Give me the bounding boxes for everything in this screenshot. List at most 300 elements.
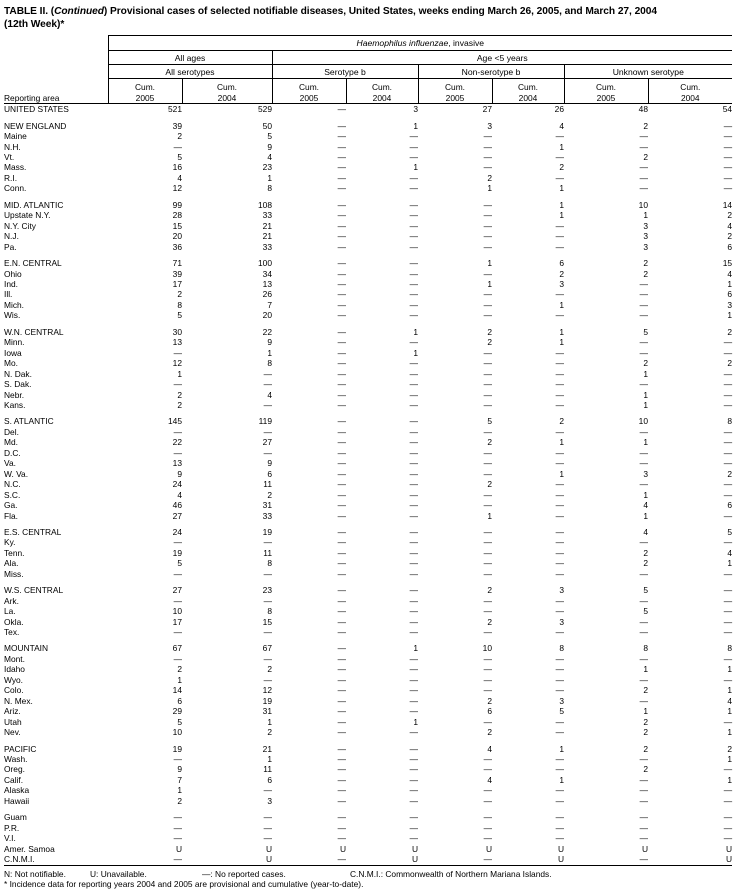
row-value-cell: —: [409, 674, 418, 685]
table-row: [4, 500, 732, 510]
row-value-cell: —: [483, 310, 492, 321]
row-value-cell: —: [409, 754, 418, 765]
row-value-cell: 1: [177, 785, 182, 796]
row-value-cell: —: [723, 479, 733, 490]
row-value-cell: 529: [258, 104, 272, 115]
row-value-cell: —: [639, 785, 648, 796]
table-row: [4, 131, 732, 141]
row-value-cell: —: [483, 568, 492, 579]
row-value-cell: —: [723, 172, 733, 183]
row-area-label: Vt.: [4, 152, 15, 162]
row-value-cell: —: [723, 812, 733, 823]
row-value-cell: —: [723, 183, 733, 194]
row-value-cell: 2: [643, 685, 648, 696]
row-value-cell: —: [337, 131, 346, 142]
row-value-cell: 4: [267, 152, 272, 162]
table-row: [4, 231, 732, 241]
row-value-cell: —: [483, 347, 492, 358]
row-value-cell: 2: [643, 558, 648, 569]
row-area-label: Del.: [4, 426, 19, 437]
row-value-cell: —: [483, 606, 492, 617]
row-value-cell: 2: [487, 695, 492, 706]
table-row: [4, 537, 732, 547]
table-row: [4, 754, 732, 764]
row-value-cell: 17: [172, 616, 182, 627]
row-value-cell: —: [555, 426, 564, 437]
header-unknown-serotype: Unknown serotype: [564, 65, 732, 79]
row-value-cell: —: [337, 437, 346, 448]
row-value-cell: 10: [172, 727, 182, 738]
row-area-label: Tenn.: [4, 547, 25, 558]
row-value-cell: 1: [267, 754, 272, 765]
row-value-cell: —: [337, 727, 346, 738]
table-row: [4, 717, 732, 727]
row-value-cell: 8: [643, 643, 648, 654]
row-value-cell: 2: [643, 547, 648, 558]
row-value-cell: 119: [258, 416, 272, 427]
row-value-cell: 1: [727, 558, 733, 569]
row-area-label: P.R.: [4, 822, 20, 833]
row-area-label: E.S. CENTRAL: [4, 526, 62, 537]
cum-year: 2005: [135, 92, 155, 103]
row-value-cell: 33: [262, 210, 272, 221]
row-value-cell: —: [723, 131, 733, 142]
table-row: [4, 289, 732, 299]
row-area-label: S. ATLANTIC: [4, 416, 54, 427]
row-value-cell: —: [409, 479, 418, 490]
row-value-cell: —: [483, 716, 492, 727]
row-value-cell: U: [411, 843, 418, 854]
row-value-cell: —: [555, 674, 564, 685]
row-value-cell: —: [483, 489, 492, 500]
row-value-cell: —: [409, 595, 418, 606]
row-value-cell: —: [263, 785, 272, 796]
row-value-cell: —: [263, 379, 272, 390]
row-value-cell: —: [173, 812, 182, 823]
row-area-label: Miss.: [4, 568, 24, 579]
row-value-cell: —: [555, 664, 564, 675]
row-value-cell: —: [483, 426, 492, 437]
table-row: [4, 585, 732, 595]
row-value-cell: 4: [643, 526, 648, 537]
row-value-cell: —: [337, 368, 346, 379]
row-value-cell: U: [346, 854, 418, 865]
row-value-cell: —: [483, 674, 492, 685]
row-value-cell: —: [555, 785, 564, 796]
row-value-cell: 11: [263, 479, 272, 490]
row-value-cell: —: [555, 558, 564, 569]
row-value-cell: 39: [172, 120, 182, 131]
row-area-label: Va.: [4, 458, 16, 469]
row-value-cell: 5: [559, 706, 564, 717]
row-value-cell: —: [483, 131, 492, 142]
row-value-cell: 39: [172, 268, 182, 279]
row-value-cell: 26: [554, 104, 564, 115]
row-value-cell: —: [483, 595, 492, 606]
row-value-cell: —: [723, 120, 733, 131]
header-cum-unknown-2005: [564, 79, 648, 104]
row-value-cell: —: [409, 131, 418, 142]
row-value-cell: 2: [727, 358, 733, 369]
row-value-cell: 21: [262, 743, 272, 754]
row-value-cell: 1: [413, 326, 418, 337]
row-value-cell: 11: [263, 764, 272, 775]
row-area-label: Minn.: [4, 337, 25, 348]
cum-year: 2005: [596, 92, 616, 103]
row-value-cell: 1: [643, 210, 648, 221]
row-value-cell: —: [483, 152, 492, 162]
cum-label: Cum.: [517, 82, 538, 93]
table-row: [4, 675, 732, 685]
header-cum-nonserob-2005: [418, 79, 492, 104]
row-value-cell: —: [639, 595, 648, 606]
header-row-cum: [4, 79, 732, 104]
row-area-label: MOUNTAIN: [4, 643, 49, 654]
row-value-cell: 3: [487, 120, 492, 131]
row-value-cell: —: [483, 379, 492, 390]
table-row: [4, 569, 732, 579]
row-value-cell: —: [409, 743, 418, 754]
row-value-cell: —: [337, 479, 346, 490]
row-value-cell: —: [483, 220, 492, 231]
cum-year: 2005: [299, 92, 319, 103]
row-value-cell: 3: [559, 695, 564, 706]
row-value-cell: —: [723, 389, 733, 400]
row-value-cell: 3: [413, 104, 418, 115]
row-value-cell: 521: [168, 104, 182, 115]
row-value-cell: —: [337, 833, 346, 844]
row-value-cell: —: [337, 278, 346, 289]
row-value-cell: 8: [177, 299, 182, 310]
row-value-cell: —: [483, 785, 492, 796]
row-value-cell: 1: [559, 199, 564, 210]
table-row: [4, 764, 732, 774]
row-value-cell: 67: [262, 643, 272, 654]
row-value-cell: —: [555, 568, 564, 579]
table-row: [4, 416, 732, 426]
row-value-cell: —: [173, 568, 182, 579]
row-value-cell: —: [337, 231, 346, 242]
row-value-cell: —: [639, 141, 648, 152]
row-value-cell: U: [726, 843, 733, 854]
row-value-cell: 1: [643, 389, 648, 400]
header-disease-italic: Haemophilus influenzae: [356, 38, 449, 49]
row-value-cell: —: [483, 664, 492, 675]
cum-label: Cum.: [371, 82, 392, 93]
table-row: [4, 833, 732, 843]
row-value-cell: 1: [643, 489, 648, 500]
row-value-cell: —: [337, 526, 346, 537]
footnotes: [4, 869, 732, 890]
row-value-cell: 10: [638, 416, 648, 427]
row-value-cell: —: [173, 833, 182, 844]
row-value-cell: 2: [727, 326, 733, 337]
row-value-cell: U: [557, 843, 564, 854]
row-value-cell: —: [337, 558, 346, 569]
row-value-cell: —: [639, 754, 648, 765]
row-value-cell: 22: [172, 437, 182, 448]
table-row: [4, 812, 732, 822]
row-value-cell: —: [555, 795, 564, 806]
row-area-label: La.: [4, 606, 16, 617]
row-value-cell: U: [648, 854, 732, 865]
row-value-cell: —: [639, 537, 648, 548]
row-value-cell: —: [555, 241, 564, 252]
row-value-cell: 1: [727, 706, 733, 717]
row-area-label: Idaho: [4, 664, 25, 675]
row-value-cell: —: [723, 716, 733, 727]
table-row: [4, 548, 732, 558]
row-value-cell: —: [555, 500, 564, 511]
row-value-cell: 27: [172, 510, 182, 521]
table-row: [4, 785, 732, 795]
row-value-cell: 2: [643, 727, 648, 738]
row-value-cell: —: [409, 685, 418, 696]
row-area-label: Nebr.: [4, 389, 25, 400]
row-area-label: Fla.: [4, 510, 18, 521]
row-value-cell: —: [483, 764, 492, 775]
row-value-cell: 33: [262, 510, 272, 521]
row-value-cell: 1: [727, 685, 733, 696]
row-value-cell: 1: [267, 172, 272, 183]
row-value-cell: —: [409, 258, 418, 269]
row-area-label: S.C.: [4, 489, 21, 500]
row-value-cell: 1: [643, 664, 648, 675]
row-value-cell: 1: [727, 278, 733, 289]
table-row: [4, 448, 732, 458]
row-value-cell: —: [337, 547, 346, 558]
row-value-cell: 1: [177, 674, 182, 685]
row-value-cell: —: [409, 368, 418, 379]
row-value-cell: —: [555, 389, 564, 400]
row-value-cell: —: [555, 727, 564, 738]
row-value-cell: —: [108, 854, 182, 865]
row-value-cell: 1: [413, 643, 418, 654]
row-area-label: Ark.: [4, 595, 19, 606]
table-row: [4, 258, 732, 268]
table-row: [4, 427, 732, 437]
row-value-cell: 21: [262, 231, 272, 242]
table-row: [4, 152, 732, 162]
row-value-cell: 27: [172, 585, 182, 596]
row-value-cell: 1: [643, 399, 648, 410]
row-value-cell: 2: [487, 172, 492, 183]
row-value-cell: —: [723, 510, 733, 521]
row-value-cell: 2: [643, 120, 648, 131]
row-value-cell: 1: [559, 743, 564, 754]
row-value-cell: —: [337, 210, 346, 221]
header-spacer: [4, 36, 108, 51]
row-value-cell: —: [555, 595, 564, 606]
row-value-cell: U: [175, 843, 182, 854]
row-value-cell: 27: [262, 437, 272, 448]
row-value-cell: —: [337, 220, 346, 231]
row-value-cell: —: [555, 152, 564, 162]
row-value-cell: —: [337, 120, 346, 131]
row-value-cell: —: [555, 172, 564, 183]
row-value-cell: —: [337, 268, 346, 279]
row-value-cell: 19: [172, 547, 182, 558]
row-value-cell: —: [639, 833, 648, 844]
row-value-cell: 1: [643, 706, 648, 717]
row-value-cell: —: [639, 812, 648, 823]
row-value-cell: 24: [172, 479, 182, 490]
row-value-cell: —: [409, 416, 418, 427]
row-value-cell: 1: [727, 727, 733, 738]
row-value-cell: 30: [172, 326, 182, 337]
row-value-cell: —: [409, 653, 418, 664]
row-value-cell: 36: [172, 241, 182, 252]
title-prefix: TABLE II. (: [4, 6, 55, 17]
header-all-serotypes: All serotypes: [108, 65, 272, 79]
row-value-cell: —: [409, 299, 418, 310]
row-value-cell: —: [337, 104, 346, 115]
row-value-cell: —: [337, 685, 346, 696]
row-value-cell: 14: [172, 685, 182, 696]
row-value-cell: —: [337, 347, 346, 358]
table-row: [4, 242, 732, 252]
row-value-cell: —: [263, 368, 272, 379]
row-value-cell: 50: [262, 120, 272, 131]
row-value-cell: —: [483, 358, 492, 369]
row-value-cell: 2: [643, 743, 648, 754]
row-value-cell: 5: [643, 585, 648, 596]
row-value-cell: —: [337, 822, 346, 833]
row-value-cell: —: [272, 854, 346, 865]
row-value-cell: 1: [559, 337, 564, 348]
row-value-cell: —: [555, 606, 564, 617]
header-non-serotype-b: Non-serotype b: [418, 65, 564, 79]
row-value-cell: —: [263, 653, 272, 664]
row-area-label: Utah: [4, 716, 22, 727]
row-area-label: Md.: [4, 437, 18, 448]
row-value-cell: —: [337, 653, 346, 664]
table-row: [4, 200, 732, 210]
row-value-cell: —: [337, 199, 346, 210]
table-row: [4, 210, 732, 220]
header-row-agegroups: [4, 51, 732, 65]
row-value-cell: —: [555, 289, 564, 300]
row-value-cell: —: [409, 822, 418, 833]
row-area-label: Amer. Samoa: [4, 843, 55, 854]
row-value-cell: 71: [172, 258, 182, 269]
row-area-label: W. Va.: [4, 468, 29, 479]
row-value-cell: U: [492, 854, 564, 865]
row-value-cell: —: [639, 310, 648, 321]
row-value-cell: 1: [727, 774, 733, 785]
row-area-label: S. Dak.: [4, 379, 32, 390]
row-value-cell: —: [409, 568, 418, 579]
row-value-cell: —: [723, 674, 733, 685]
row-value-cell: 6: [727, 241, 733, 252]
row-value-cell: 3: [643, 468, 648, 479]
row-value-cell: 9: [267, 337, 272, 348]
row-value-cell: 2: [643, 268, 648, 279]
table-row: [4, 310, 732, 320]
row-value-cell: —: [409, 310, 418, 321]
row-value-cell: —: [483, 231, 492, 242]
row-value-cell: —: [555, 510, 564, 521]
row-value-cell: —: [337, 812, 346, 823]
row-value-cell: —: [418, 854, 492, 865]
row-value-cell: —: [337, 706, 346, 717]
row-value-cell: —: [483, 526, 492, 537]
row-value-cell: —: [173, 537, 182, 548]
notifiable-diseases-table: [4, 35, 732, 865]
row-value-cell: 4: [177, 172, 182, 183]
row-value-cell: —: [409, 795, 418, 806]
row-value-cell: —: [639, 774, 648, 785]
row-value-cell: 1: [643, 510, 648, 521]
row-area-label: Mo.: [4, 358, 18, 369]
row-value-cell: —: [337, 458, 346, 469]
row-value-cell: —: [337, 785, 346, 796]
row-value-cell: 100: [258, 258, 272, 269]
row-value-cell: 8: [559, 643, 564, 654]
row-value-cell: —: [555, 399, 564, 410]
row-value-cell: —: [409, 337, 418, 348]
table-row: [4, 358, 732, 368]
header-reporting-area: Reporting area: [4, 79, 108, 104]
table-row: [4, 269, 732, 279]
row-value-cell: —: [409, 241, 418, 252]
table-row: [4, 400, 732, 410]
row-value-cell: —: [483, 162, 492, 173]
row-value-cell: 4: [267, 389, 272, 400]
row-value-cell: —: [263, 674, 272, 685]
row-value-cell: —: [337, 537, 346, 548]
row-value-cell: —: [483, 812, 492, 823]
row-value-cell: —: [555, 833, 564, 844]
row-value-cell: 1: [727, 310, 733, 321]
row-value-cell: —: [409, 437, 418, 448]
cum-label: Cum.: [595, 82, 616, 93]
row-value-cell: 1: [727, 664, 733, 675]
row-value-cell: —: [263, 399, 272, 410]
row-value-cell: —: [639, 347, 648, 358]
row-value-cell: —: [555, 716, 564, 727]
row-value-cell: —: [337, 152, 346, 162]
row-value-cell: —: [173, 822, 182, 833]
row-value-cell: 5: [177, 310, 182, 321]
row-value-cell: U: [182, 854, 272, 865]
row-value-cell: —: [337, 664, 346, 675]
row-value-cell: —: [337, 389, 346, 400]
row-value-cell: —: [409, 526, 418, 537]
row-value-cell: —: [639, 479, 648, 490]
row-area-label: Ga.: [4, 500, 18, 511]
row-value-cell: —: [409, 812, 418, 823]
row-value-cell: 9: [177, 764, 182, 775]
row-value-cell: 4: [487, 774, 492, 785]
row-value-cell: —: [337, 337, 346, 348]
row-value-cell: —: [555, 754, 564, 765]
table-row: [4, 121, 732, 131]
header-disease-rest: , invasive: [448, 38, 485, 49]
row-area-label: Alaska: [4, 785, 30, 796]
table-row: [4, 173, 732, 183]
row-value-cell: —: [337, 141, 346, 152]
row-value-cell: 2: [487, 616, 492, 627]
row-value-cell: 13: [262, 278, 272, 289]
row-value-cell: —: [555, 220, 564, 231]
row-value-cell: 29: [172, 706, 182, 717]
row-value-cell: 10: [172, 606, 182, 617]
row-value-cell: 2: [727, 231, 733, 242]
row-value-cell: —: [409, 172, 418, 183]
footnote-cnmi: C.N.M.I.: Commonwealth of Northern Mariana Islands.: [350, 868, 552, 879]
row-value-cell: —: [337, 299, 346, 310]
